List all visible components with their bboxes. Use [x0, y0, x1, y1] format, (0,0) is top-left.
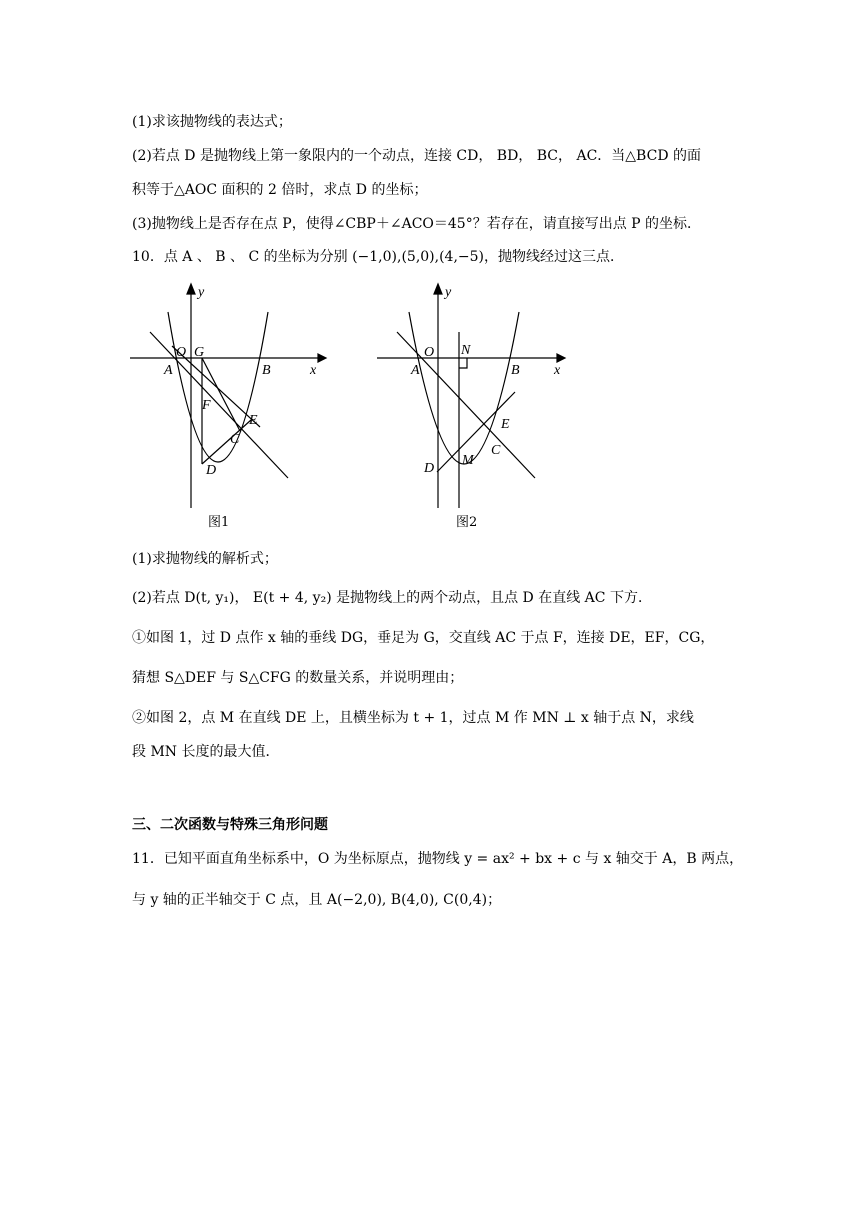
fig1-label-y: y	[198, 285, 205, 300]
p10-q2a-line1: ①如图 1，过 D 点作 x 轴的垂线 DG，垂足为 G，交直线 AC 于点 F，连接 DE，EF，CG，	[132, 630, 715, 646]
fig2-x-arrow	[557, 354, 565, 362]
p9-q1: (1)求该抛物线的表达式；	[132, 114, 292, 130]
figure-2	[375, 282, 575, 532]
fig1-x-arrow	[318, 354, 326, 362]
fig2-label-y: y	[445, 285, 452, 300]
section-3-heading: 三、二次函数与特殊三角形问题	[132, 817, 328, 833]
fig2-label-x: x	[554, 363, 561, 378]
fig1-label-c: C	[230, 432, 240, 447]
fig1-y-arrow	[187, 284, 195, 294]
p10-stem: 10．点 A 、 B 、 C 的坐标为分别 (−1,0),(5,0),(4,−5)，抛物线经过这三点．	[132, 249, 625, 265]
figure-1	[128, 282, 328, 532]
p10-q1: (1)求抛物线的解析式；	[132, 551, 278, 567]
fig1-segment-cg	[202, 358, 240, 431]
fig1-parabola	[168, 312, 268, 462]
fig2-caption: 图2	[456, 515, 478, 530]
fig2-right-angle	[459, 358, 467, 368]
fig2-parabola	[409, 312, 519, 464]
p11-line1: 11．已知平面直角坐标系中，O 为坐标原点，抛物线 y = ax² + bx + c 与 x 轴交于 A，B 两点，	[132, 851, 744, 867]
fig2-label-o: O	[424, 345, 435, 360]
fig2-line-de	[437, 392, 515, 472]
fig2-label-c: C	[491, 443, 501, 458]
fig2-label-e: E	[501, 417, 510, 432]
fig2-label-a: A	[411, 363, 420, 378]
fig1-label-b: B	[262, 363, 271, 378]
fig2-label-d: D	[424, 461, 435, 476]
fig1-label-g: G	[194, 345, 205, 360]
p9-q2-line1: (2)若点 D 是抛物线上第一象限内的一个动点，连接 CD， BD， BC， AC．当△BCD 的面	[132, 148, 701, 164]
fig1-label-x: x	[310, 363, 317, 378]
fig2-label-b: B	[511, 363, 520, 378]
fig2-label-m: M	[462, 453, 474, 468]
fig1-label-d: D	[206, 463, 217, 478]
p10-q2a-line2: 猜想 S△DEF 与 S△CFG 的数量关系，并说明理由；	[132, 670, 464, 686]
p10-q2b-line1: ②如图 2，点 M 在直线 DE 上，且横坐标为 t + 1，过点 M 作 MN ⊥ x 轴于点 N，求线	[132, 710, 694, 726]
fig1-label-a: A	[164, 363, 173, 378]
fig1-label-o: O	[176, 345, 187, 360]
fig1-line-ac	[150, 332, 288, 478]
p10-q2: (2)若点 D(t, y₁)， E(t + 4, y₂) 是抛物线上的两个动点，且点 D 在直线 AC 下方．	[132, 590, 652, 606]
p9-q2-line2: 积等于△AOC 面积的 2 倍时，求点 D 的坐标；	[132, 182, 428, 198]
fig2-y-arrow	[434, 284, 442, 294]
p9-q3: (3)抛物线上是否存在点 P，使得∠CBP＋∠ACO＝45°？若存在，请直接写出点 P 的坐标．	[132, 216, 702, 232]
p11-line2: 与 y 轴的正半轴交于 C 点，且 A(−2,0), B(4,0), C(0,4)；	[132, 892, 502, 908]
fig1-caption: 图1	[208, 515, 230, 530]
fig2-label-n: N	[461, 343, 471, 358]
p10-q2b-line2: 段 MN 长度的最大值．	[132, 744, 280, 760]
fig1-label-e: E	[249, 413, 258, 428]
fig1-label-f: F	[202, 398, 211, 413]
